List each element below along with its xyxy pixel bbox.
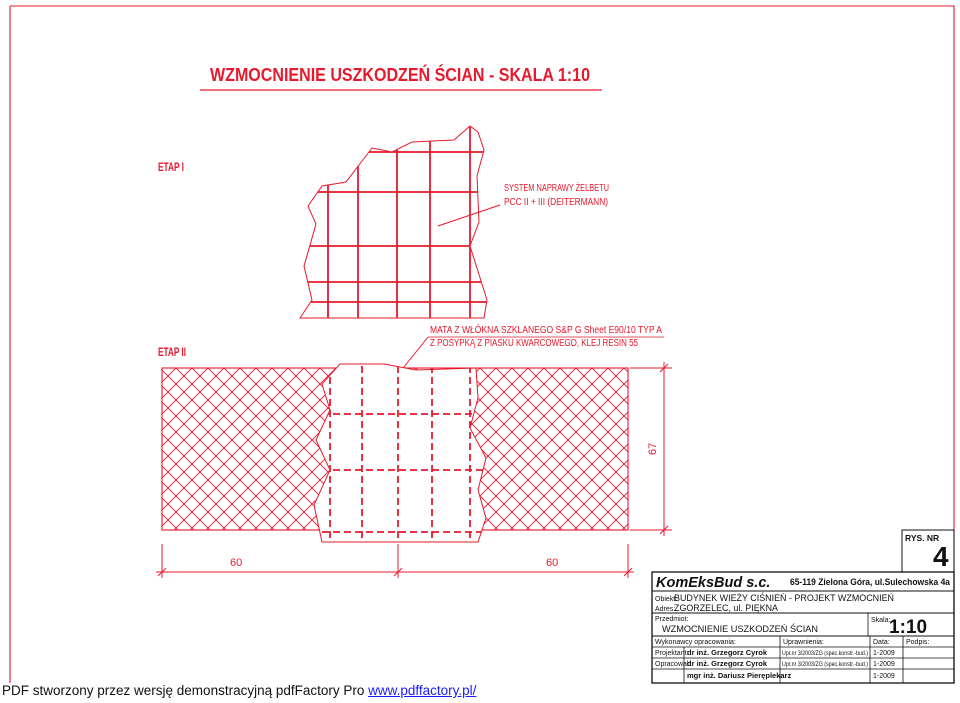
subject-label: Przedmiot: <box>655 616 689 623</box>
row2-name: dr inż. Grzegorz Cyrok <box>687 659 768 668</box>
footer-link[interactable]: www.pdffactory.pl/ <box>368 683 477 698</box>
drawing-title: WZMOCNIENIE USZKODZEŃ ŚCIAN - SKALA 1:10 <box>210 64 590 85</box>
drawing-number-label: RYS. NR <box>905 533 940 543</box>
row3-date: 1-2009 <box>873 673 895 680</box>
note1-leader <box>438 205 500 226</box>
width-dimension <box>156 544 634 578</box>
stage2-patch <box>300 355 500 550</box>
header-signature: Podpis: <box>906 639 930 646</box>
note2-line1: MATA Z WŁÓKNA SZKLANEGO S&P G Sheet E90/10 TYP A <box>430 325 702 336</box>
stage1-label: ETAP I <box>158 160 184 174</box>
footer-text: PDF stworzony przez wersję demonstracyjną pdfFactory Pro <box>2 683 369 698</box>
address-value: ZGORZELEC, ul. PIĘKNA <box>674 603 778 613</box>
object-label: Obiekt: <box>655 596 678 603</box>
pdf-watermark-footer <box>2 683 476 698</box>
note1-line1: SYSTEM NAPRAWY ŻELBETU <box>504 183 646 194</box>
row1-name: dr inż. Grzegorz Cyrok <box>687 648 768 657</box>
row1-date: 1-2009 <box>873 650 895 657</box>
header-licenses: Uprawnienia: <box>783 639 824 646</box>
drawing-number: 4 <box>933 541 949 572</box>
width-dimension-left: 60 <box>230 557 243 569</box>
title-block <box>652 530 954 683</box>
subject-value: WZMOCNIENIE USZKODZEŃ ŚCIAN <box>662 624 824 635</box>
note2-leader <box>400 337 428 372</box>
company-address: 65-119 Zielona Góra, ul.Sulechowska 4a <box>790 577 951 587</box>
row2-role: Opracował: <box>655 661 691 668</box>
row2-license: Upr.nr 3/2003/ZG (spec.konstr.-bud.) <box>782 662 868 668</box>
row1-license: Upr.nr 3/2003/ZG (spec.konstr.-bud.) <box>782 651 868 657</box>
row1-role: Projektant: <box>655 650 689 657</box>
header-date: Data: <box>873 639 890 646</box>
object-value: BUDYNEK WIEŻY CIŚNIEŃ - PROJEKT WZMOCNIEŃ <box>674 593 896 603</box>
header-executors: Wykonawcy opracowania: <box>655 639 736 646</box>
width-dimension-right: 60 <box>546 557 559 569</box>
scale-label: Skala: <box>871 617 891 624</box>
note2-line2: Z POSYPKĄ Z PIASKU KWARCOWEGO, KLEJ RESIN 55 <box>430 338 639 349</box>
address-label: Adres: <box>655 606 676 613</box>
company-name: KomEksBud s.c. <box>656 575 771 591</box>
note1-line2: PCC II + III (DEITERMANN) <box>504 197 608 208</box>
scale-value: 1:10 <box>889 617 928 638</box>
row2-date: 1-2009 <box>873 661 895 668</box>
height-dimension-value: 67 <box>647 442 659 455</box>
stage2-label: ETAP II <box>158 345 186 359</box>
stage1-repair-area <box>290 120 500 330</box>
row3-name: mgr inż. Dariusz Pieręplekarz <box>687 671 792 680</box>
